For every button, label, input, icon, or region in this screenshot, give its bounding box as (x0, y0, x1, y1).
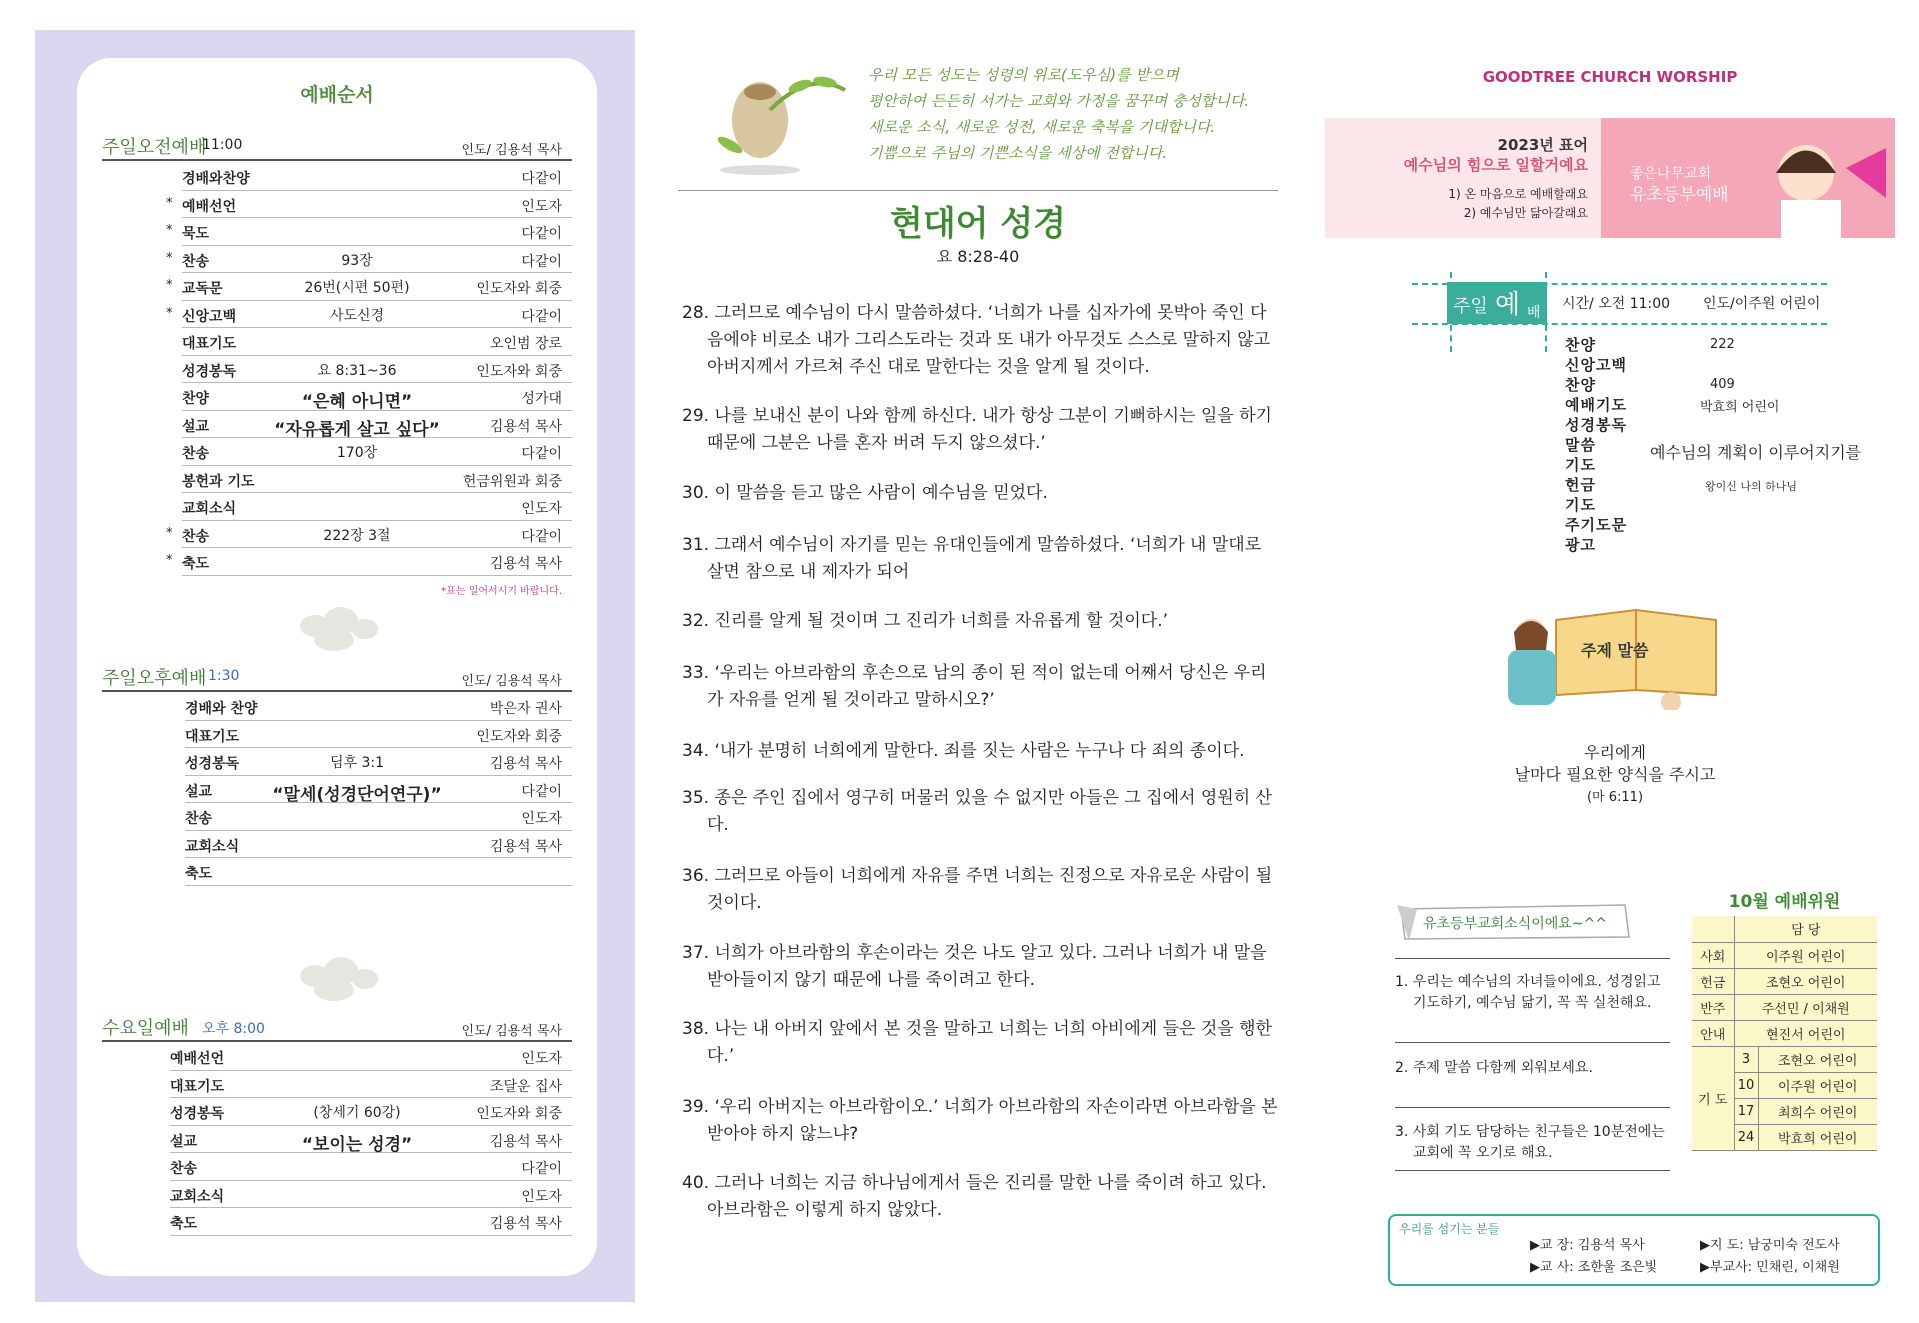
news-banner (1397, 903, 1632, 941)
order-item: 찬송 (182, 528, 210, 545)
verse: 31. 그래서 예수님이 자기를 믿는 유대인들에게 말씀하셨다. ‘너희가 내 말대로 살면 참으로 내 제자가 되어 (682, 535, 1262, 582)
order-detail: “보이는 성경” (301, 1134, 413, 1155)
order-leader: 조달운 집사 (489, 1078, 562, 1095)
bible-reference: 요 8:28-40 (936, 247, 1020, 266)
morning-time: 11:00 (202, 137, 243, 153)
date: 3 (1734, 1046, 1758, 1072)
theme-verse-line: 날마다 필요한 양식을 주시고 (1514, 765, 1716, 784)
morning-leader: 인도/ 김용석 목사 (461, 143, 562, 158)
standing-mark: * (166, 305, 173, 321)
assignee: 이주원 어린이 (1734, 942, 1877, 968)
assignee: 조현오 어린이 (1734, 968, 1877, 994)
order-detail: 요 8:31~36 (317, 362, 397, 379)
verse: 34. ‘내가 분명히 너희에게 말한다. 죄를 짓는 사람은 누구나 다 죄의 종이다. (682, 741, 1245, 761)
order-row (182, 438, 572, 466)
order-item: 찬송 (185, 811, 213, 827)
order-item: 성경봉독 (170, 1106, 225, 1122)
order-item: 찬양 (1565, 376, 1596, 394)
order-leader: 다같이 (521, 783, 562, 800)
verse: 32. 진리를 알게 될 것이며 그 진리가 너희를 자유롭게 할 것이다.’ (682, 611, 1169, 631)
motto-text: 예수님의 힘으로 일할거예요 (1403, 156, 1588, 174)
news-banner-text: 유초등부교회소식이에요~^^ (1423, 916, 1607, 932)
role: 안내 (1692, 1020, 1734, 1046)
assignee: 최희수 어린이 (1758, 1098, 1877, 1124)
church-vision-text (868, 62, 1268, 166)
order-row (166, 301, 572, 329)
order-detail: 딤후 3:1 (329, 755, 385, 771)
standing-note: *표는 일어서시기 바랍니다. (441, 586, 562, 597)
order-item: 성경봉독 (182, 363, 237, 380)
order-item: 광고 (1565, 536, 1596, 554)
morning-header (102, 133, 572, 161)
role: 헌금 (1692, 968, 1734, 994)
vision-line: 기쁨으로 주님의 기쁜소식을 세상에 전합니다. (868, 144, 1168, 162)
verse: 40. 그러나 너희는 지금 하나님에게서 들은 진리를 말한 나를 죽이려 하고 있다. 아브라함은 이렇게 하지 않았다. (682, 1173, 1267, 1220)
staff-item: ▶교 사: 조한울 조은빛 (1530, 1260, 1658, 1275)
staff-item: ▶교 장: 김용석 목사 (1530, 1238, 1645, 1253)
vision-line: 우리 모든 성도는 성령의 위로(도우심)를 받으며 (868, 66, 1179, 84)
role: 사회 (1692, 942, 1734, 968)
badge-text: 배 (1527, 305, 1541, 321)
order-row (166, 521, 572, 549)
assignee: 이주원 어린이 (1758, 1072, 1877, 1098)
order-leader: 김용석 목사 (489, 556, 562, 572)
date: 17 (1734, 1098, 1758, 1124)
verse: 33. ‘우리는 아브라함의 후손으로 남의 종이 된 적이 없는데 어째서 당신은 우리가 자유를 얻게 될 것이라고 말하시오?’ (682, 663, 1267, 710)
theme-verse-line: 우리에게 (1584, 743, 1646, 762)
wednesday-name: 수요일예배 (102, 1018, 189, 1039)
order-detail: (창세기 60강) (313, 1105, 401, 1121)
order-leader: 다같이 (521, 171, 562, 187)
vision-line: 새로운 소식, 새로운 성전, 새로운 축복을 기대합니다. (868, 118, 1216, 136)
theme-verse-reference: (마 6:11) (1586, 790, 1644, 805)
divider (1395, 958, 1670, 959)
flower-cluster-icon (290, 955, 390, 1005)
order-item: 대표기도 (185, 728, 240, 745)
order-leader: 인도자와 회중 (476, 1106, 562, 1122)
motto-line: 1) 온 마음으로 예배할래요 (1448, 187, 1588, 201)
assignee: 주선민 / 이채원 (1734, 994, 1877, 1020)
order-item: 성경봉독 (1565, 416, 1627, 434)
motto-year: 2023년 표어 (1497, 136, 1588, 154)
order-leader: 다같이 (521, 446, 562, 462)
order-item: 설교 (182, 418, 210, 435)
order-item: 축도 (170, 1216, 198, 1232)
sermon-title: 예수님의 계획이 이루어지기를 (1650, 443, 1862, 462)
standing-mark: * (166, 278, 173, 293)
order-detail: 222장 3절 (323, 527, 391, 544)
order-item: 경배와찬양 (182, 171, 250, 187)
order-item: 기도 (1565, 456, 1596, 474)
order-row (185, 803, 572, 831)
order-item: 주기도문 (1565, 516, 1627, 534)
hymn-number: 222 (1710, 337, 1735, 352)
standing-mark: * (166, 250, 173, 266)
order-item: 성경봉독 (185, 756, 240, 772)
order-detail: 93장 (341, 252, 373, 269)
order-leader: 김용석 목사 (489, 838, 562, 855)
order-item: 축도 (185, 866, 213, 882)
order-item: 교회소식 (185, 838, 240, 855)
order-item: 찬양 (182, 391, 210, 407)
order-row (170, 1208, 572, 1236)
order-leader: 김용석 목사 (489, 1216, 562, 1232)
verse: 35. 종은 주인 집에서 영구히 머물러 있을 수 없지만 아들은 그 집에서 영원히 산다. (682, 788, 1272, 835)
order-row (182, 356, 572, 384)
order-item: 예배선언 (170, 1051, 225, 1067)
order-item: 설교 (185, 783, 213, 800)
standing-mark: * (166, 525, 173, 541)
hymn-number: 409 (1710, 377, 1735, 392)
badge-text: 예 (1495, 290, 1521, 320)
order-item: 묵도 (182, 226, 210, 242)
october-committee-title: 10월 예배위원 (1728, 892, 1841, 912)
october-committee-table (1692, 916, 1877, 1151)
order-row (170, 1098, 572, 1126)
afternoon-leader: 인도/ 김용석 목사 (461, 674, 562, 689)
order-row (166, 246, 572, 274)
order-detail: 사도신경 (329, 307, 385, 324)
afternoon-header (102, 664, 572, 692)
order-item: 교회소식 (182, 501, 237, 517)
news-item: 3. 사회 기도 담당하는 친구들은 10분전에는 교회에 꼭 오기로 해요. (1395, 1124, 1665, 1161)
order-item: 예배기도 (1565, 396, 1627, 414)
order-item: 신앙고백 (1565, 356, 1627, 374)
order-row (166, 548, 572, 576)
date: 10 (1734, 1072, 1758, 1098)
order-row (166, 273, 572, 301)
verse: 30. 이 말씀을 듣고 많은 사람이 예수님을 믿었다. (682, 483, 1048, 503)
order-row (185, 858, 572, 886)
news-item: 2. 주제 말씀 다함께 외워보세요. (1395, 1060, 1593, 1076)
order-leader: 김용석 목사 (489, 1133, 562, 1150)
order-item: 대표기도 (170, 1078, 225, 1095)
order-item: 경배와 찬양 (185, 701, 258, 717)
verse: 29. 나를 보내신 분이 나와 함께 하신다. 내가 항상 그분이 기뻐하시는 일을 하기 때문에 그분은 나를 혼자 버려 두지 않으셨다.’ (682, 406, 1272, 453)
order-row (185, 721, 572, 749)
flower-cluster-icon (290, 605, 390, 655)
bible-title: 현대어 성경 (889, 204, 1067, 244)
order-row (182, 411, 572, 439)
standing-mark: * (166, 195, 173, 211)
wednesday-leader: 인도/ 김용석 목사 (461, 1024, 562, 1039)
morning-name: 주일오전예배 (102, 137, 207, 158)
order-leader: 헌금위원과 회중 (462, 473, 562, 490)
afternoon-name: 주일오후예배 (102, 668, 207, 689)
verse: 38. 나는 내 아버지 앞에서 본 것을 말하고 너희는 너희 아비에게 들은 것을 행한다.’ (682, 1019, 1272, 1066)
order-detail: 170장 (336, 445, 378, 461)
order-item: 헌금 (1565, 476, 1596, 494)
order-item: 찬송 (170, 1161, 198, 1177)
order-leader: 인도자 (521, 198, 562, 215)
divider (1395, 1042, 1670, 1043)
order-row (185, 776, 572, 804)
order-row (182, 493, 572, 521)
order-leader: 인도자 (521, 501, 562, 517)
worship-time: 시간/ 오전 11:00 (1562, 296, 1671, 312)
order-row (182, 163, 572, 191)
order-item: 교독문 (182, 281, 223, 297)
order-leader: 박은자 권사 (489, 701, 562, 717)
order-leader: 인도자와 회중 (476, 281, 562, 297)
order-row (182, 328, 572, 356)
order-row (166, 191, 572, 219)
order-item: 기도 (1565, 496, 1596, 514)
order-row (170, 1181, 572, 1209)
order-leader: 다같이 (521, 528, 562, 545)
staff-title: 우리를 섬기는 분들 (1399, 1222, 1500, 1236)
order-row (170, 1126, 572, 1154)
afternoon-time: 1:30 (208, 668, 240, 684)
news-item: 1. 우리는 예수님의 자녀들이에요. 성경읽고 기도하기, 예수님 닮기, 꼭 꼭 실천해요. (1395, 974, 1661, 1011)
order-leader: 인도자 (521, 811, 562, 827)
order-item: 찬송 (182, 253, 210, 270)
order-leader: 오인범 장로 (489, 336, 562, 352)
order-item: 찬송 (182, 446, 210, 462)
order-leader: 다같이 (521, 1161, 562, 1177)
order-detail: 26번(시편 50편) (304, 280, 410, 296)
order-leader: 인도자 (521, 1188, 562, 1205)
jesus-book-illustration (1496, 590, 1726, 710)
order-detail: “자유롭게 살고 싶다” (274, 419, 440, 440)
order-item: 예배선언 (182, 198, 237, 215)
order-item: 말씀 (1565, 436, 1596, 454)
staff-item: ▶지 도: 남궁미숙 전도사 (1700, 1238, 1840, 1253)
order-row (182, 383, 572, 411)
order-row (170, 1043, 572, 1071)
worship-leader: 인도/이주원 어린이 (1703, 296, 1821, 312)
offering-song: 왕이신 나의 하나님 (1705, 480, 1798, 493)
order-leader: 인도자와 회중 (476, 728, 562, 745)
standing-mark: * (166, 553, 173, 568)
wednesday-header (102, 1014, 572, 1042)
role: 반주 (1692, 994, 1734, 1020)
church-name: 좋은나무교회 (1630, 166, 1712, 182)
order-detail: “은혜 아니면” (301, 392, 413, 412)
order-leader: 다같이 (521, 226, 562, 242)
order-leader: 김용석 목사 (489, 418, 562, 435)
table-header: 담 당 (1734, 916, 1877, 942)
order-item: 축도 (182, 556, 210, 572)
worship-badge (1447, 282, 1547, 324)
motto-line: 2) 예수님만 닮아갈래요 (1463, 206, 1588, 220)
order-item: 신앙고백 (182, 308, 237, 325)
order-leader: 인도자 (521, 1051, 562, 1067)
order-leader: 성가대 (521, 391, 562, 407)
order-row (170, 1071, 572, 1099)
order-leader: 김용석 목사 (489, 756, 562, 772)
prayer-leader: 박효희 어린이 (1700, 400, 1780, 415)
divider (1395, 1170, 1670, 1171)
order-row (182, 466, 572, 494)
assignee: 조현오 어린이 (1758, 1046, 1877, 1072)
verse: 36. 그러므로 아들이 너희에게 자유를 주면 너희는 진정으로 자유로운 사람이 될 것이다. (682, 866, 1273, 913)
order-leader: 다같이 (521, 253, 562, 270)
order-row (166, 218, 572, 246)
order-item: 설교 (170, 1133, 198, 1150)
order-item: 교회소식 (170, 1188, 225, 1205)
theme-badge: 주제 말씀 (1581, 641, 1649, 660)
assignee: 박효희 어린이 (1758, 1124, 1877, 1150)
order-title: 예배순서 (300, 84, 374, 106)
order-item: 찬양 (1565, 336, 1596, 354)
divider (1395, 1107, 1670, 1108)
order-row (185, 831, 572, 859)
order-item: 봉헌과 기도 (182, 473, 255, 490)
divider (678, 190, 1278, 191)
order-leader: 다같이 (521, 308, 562, 325)
page-title: GOODTREE CHURCH WORSHIP (1482, 68, 1738, 86)
order-detail: “말세(성경단어연구)” (272, 784, 442, 805)
verse: 39. ‘우리 아버지는 아브라함이오.’ 너희가 아브라함의 자손이라면 아브라함을 본받아야 하지 않느냐? (682, 1097, 1278, 1144)
order-row (185, 693, 572, 721)
date: 24 (1734, 1124, 1758, 1150)
order-item: 대표기도 (182, 336, 237, 352)
standing-mark: * (166, 223, 173, 238)
order-row (185, 748, 572, 776)
role: 기 도 (1692, 1046, 1734, 1150)
staff-item: ▶부교사: 민채린, 이채원 (1700, 1260, 1840, 1275)
wednesday-time: 오후 8:00 (202, 1021, 265, 1037)
vision-line: 평안하여 든든히 서가는 교회와 가정을 꿈꾸며 충성합니다. (868, 92, 1250, 110)
verse: 28. 그러므로 예수님이 다시 말씀하셨다. ‘너희가 나를 십자가에 못박아 죽인 다음에야 비로소 내가 그리스도라는 것과 또 내가 아무것도 스스로 말하지 않고 아버지께서 가르쳐 주신 대로 말한다는 것을 알게 될 것이다. (682, 303, 1271, 377)
order-leader: 인도자와 회중 (476, 363, 562, 380)
order-row (170, 1153, 572, 1181)
verse: 37. 너희가 아브라함의 후손이라는 것은 나도 알고 있다. 그러나 너희가 내 말을 받아들이지 않기 때문에 나를 죽이려고 한다. (682, 943, 1267, 990)
service-name: 유초등부예배 (1630, 185, 1729, 205)
badge-text: 주일 (1453, 296, 1488, 317)
plant-jar-image (700, 50, 850, 180)
assignee: 현진서 어린이 (1734, 1020, 1877, 1046)
